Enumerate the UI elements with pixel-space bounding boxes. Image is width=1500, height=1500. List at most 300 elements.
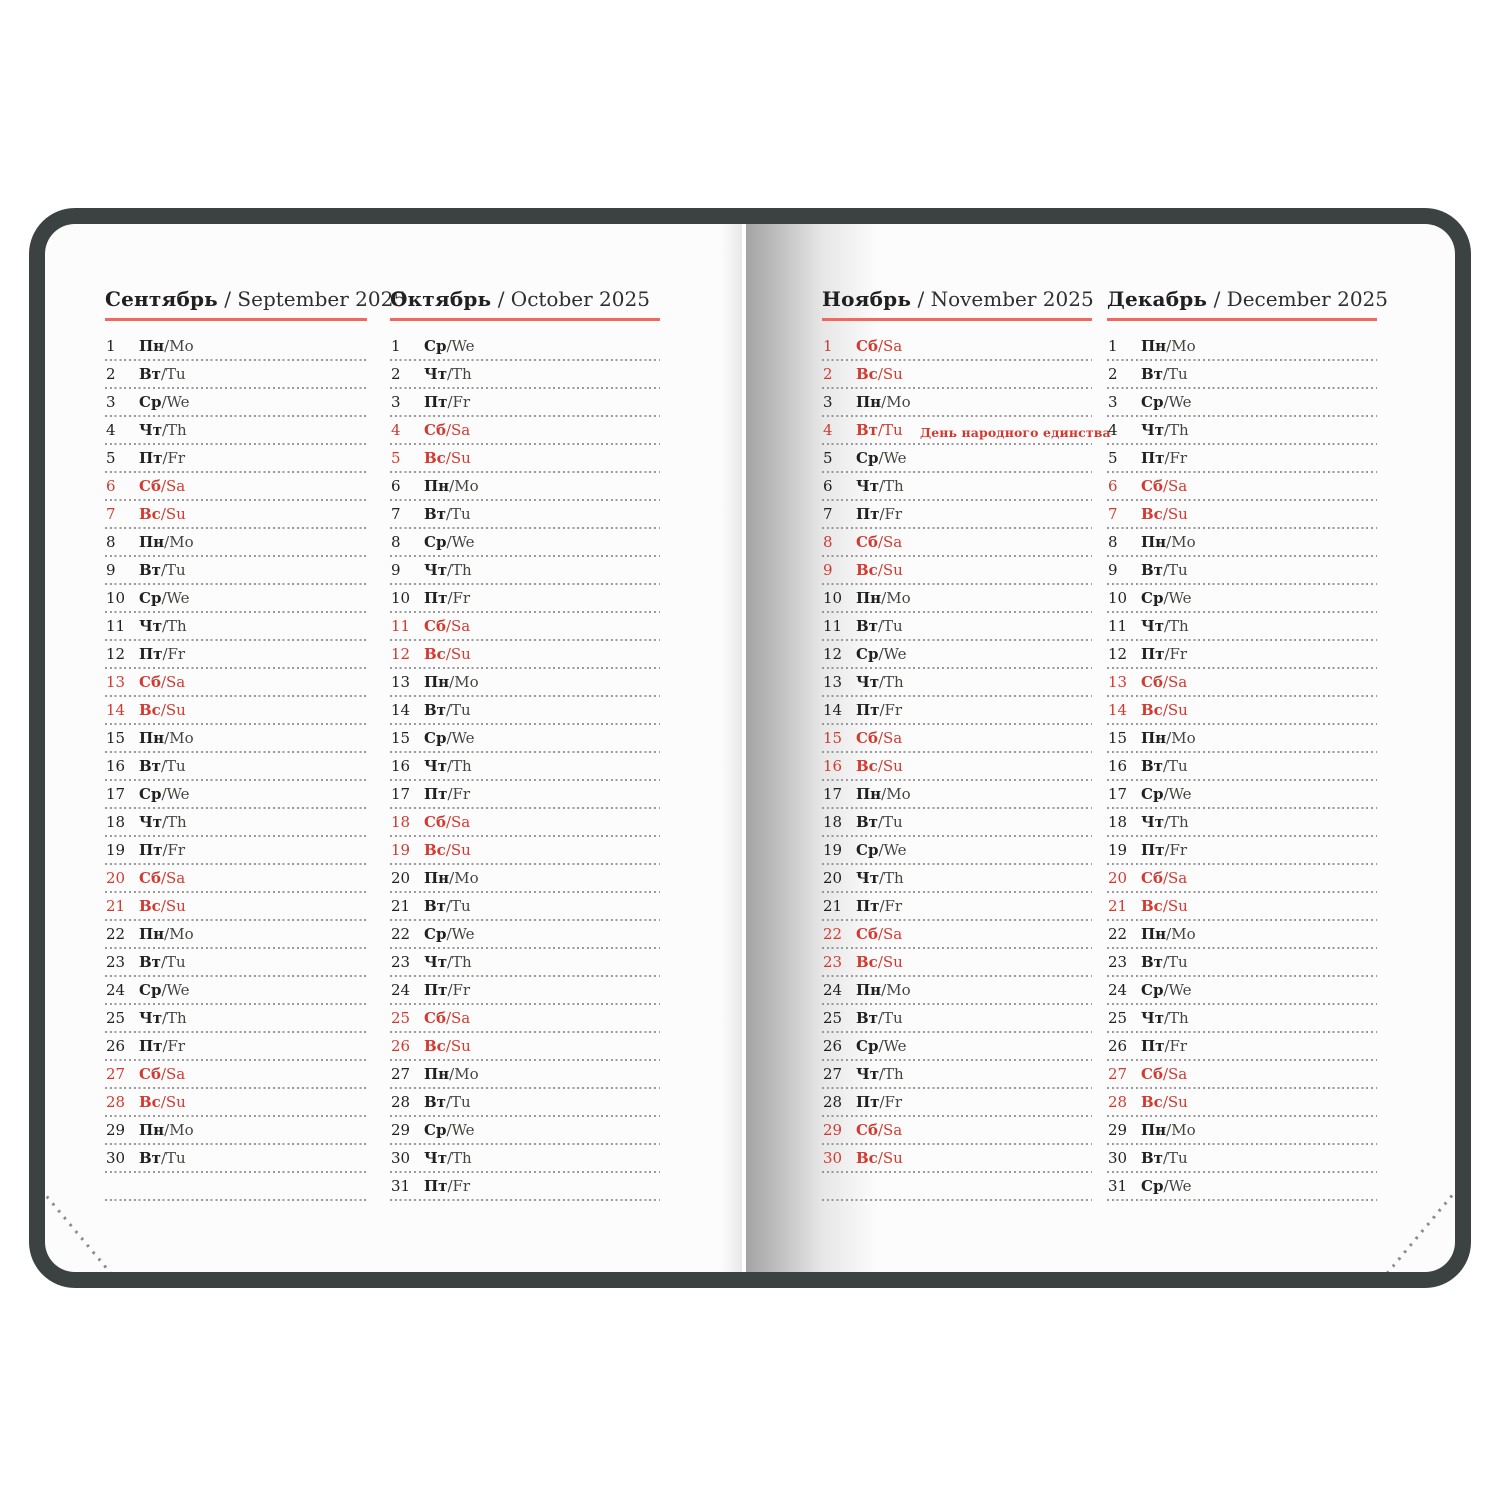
- day-row: [1107, 1033, 1377, 1061]
- day-name-ru: Пт: [1141, 449, 1165, 467]
- day-name: [424, 925, 475, 943]
- day-name: [856, 365, 903, 383]
- day-row: [390, 949, 660, 977]
- day-row: [1107, 473, 1377, 501]
- day-name: [1141, 953, 1188, 971]
- day-name-ru: Пн: [424, 869, 450, 887]
- day-row: [1107, 1145, 1377, 1173]
- day-name-ru: Чт: [856, 1065, 879, 1083]
- day-number: 19: [823, 841, 843, 859]
- day-name-ru: Вс: [424, 1037, 446, 1055]
- day-name-ru: Чт: [424, 561, 447, 579]
- day-name: [424, 1037, 471, 1055]
- day-number: 22: [391, 925, 411, 943]
- day-name-ru: Ср: [424, 925, 447, 943]
- day-name: [856, 561, 903, 579]
- day-name-ru: Пн: [856, 393, 882, 411]
- day-name: [424, 897, 471, 915]
- day-name: [424, 617, 470, 635]
- day-name-en: /Th: [447, 365, 472, 383]
- day-row: [105, 781, 367, 809]
- day-row: [105, 893, 367, 921]
- day-number: 6: [1108, 477, 1118, 495]
- day-row: [1107, 1089, 1377, 1117]
- day-name-ru: Сб: [1141, 673, 1163, 691]
- day-name-en: /Fr: [1164, 449, 1188, 467]
- day-name-ru: Сб: [856, 729, 878, 747]
- day-row: [822, 1061, 1092, 1089]
- day-name-en: /We: [1163, 589, 1192, 607]
- day-number: 24: [391, 981, 411, 999]
- day-name-ru: Пн: [424, 477, 450, 495]
- day-row: [105, 1005, 367, 1033]
- day-row: [822, 725, 1092, 753]
- day-row: [105, 613, 367, 641]
- day-row: [105, 417, 367, 445]
- day-name-ru: Чт: [1141, 813, 1164, 831]
- day-number: 5: [1108, 449, 1118, 467]
- day-name-ru: Пн: [424, 1065, 450, 1083]
- day-row: [105, 585, 367, 613]
- day-number: 29: [823, 1121, 843, 1139]
- day-number: 26: [391, 1037, 411, 1055]
- day-row: [105, 1061, 367, 1089]
- day-name-en: /Tu: [160, 757, 186, 775]
- day-name: [856, 925, 902, 943]
- day-row: [105, 697, 367, 725]
- day-rows: [822, 333, 1111, 1201]
- day-number: 28: [1108, 1093, 1128, 1111]
- day-number: 1: [823, 337, 833, 355]
- day-name-ru: Чт: [424, 365, 447, 383]
- day-name: [424, 1177, 470, 1195]
- day-number: 5: [106, 449, 116, 467]
- day-number: 19: [1108, 841, 1128, 859]
- corner-stitch-bottom-right: [1386, 1188, 1455, 1272]
- day-number: 17: [106, 785, 126, 803]
- day-name-ru: Сб: [139, 673, 161, 691]
- day-number: 1: [106, 337, 116, 355]
- day-name-ru: Ср: [1141, 1177, 1164, 1195]
- day-row: [105, 753, 367, 781]
- day-row: [1107, 1117, 1377, 1145]
- day-number: 16: [823, 757, 843, 775]
- day-row: [822, 613, 1092, 641]
- day-name-en: /Sa: [445, 1009, 471, 1027]
- day-name: [1141, 533, 1196, 551]
- day-row: [1107, 669, 1377, 697]
- day-name: [424, 1009, 470, 1027]
- day-name-ru: Ср: [139, 785, 162, 803]
- day-row: [1107, 389, 1377, 417]
- day-name: [139, 589, 190, 607]
- day-number: 18: [1108, 813, 1128, 831]
- month-title-separator: /: [217, 287, 238, 311]
- day-name-en: /Fr: [162, 1037, 186, 1055]
- day-number: 8: [106, 533, 116, 551]
- day-number: 20: [1108, 869, 1128, 887]
- day-row: [1107, 417, 1377, 445]
- day-name: [856, 1037, 907, 1055]
- day-name-ru: Пт: [856, 897, 880, 915]
- day-row: [1107, 753, 1377, 781]
- day-name: [1141, 869, 1187, 887]
- day-name-ru: Чт: [424, 953, 447, 971]
- day-name-en: /Th: [1164, 813, 1189, 831]
- day-row: [390, 557, 660, 585]
- day-name-en: /Su: [445, 449, 471, 467]
- day-name-ru: Пн: [139, 1121, 165, 1139]
- day-row: [390, 641, 660, 669]
- day-row: [390, 837, 660, 865]
- day-name-en: /Th: [162, 1009, 187, 1027]
- day-number: 1: [1108, 337, 1118, 355]
- day-name: [856, 645, 907, 663]
- day-name-ru: Сб: [1141, 1065, 1163, 1083]
- day-name-en: /Tu: [160, 953, 186, 971]
- day-name-ru: Вс: [856, 561, 878, 579]
- day-name-en: /Mo: [881, 589, 911, 607]
- day-number: 18: [391, 813, 411, 831]
- day-name: [856, 1009, 903, 1027]
- day-rows: [390, 333, 660, 1201]
- day-number: 8: [823, 533, 833, 551]
- day-name: [1141, 841, 1187, 859]
- day-name-en: /We: [1163, 393, 1192, 411]
- day-row: [390, 1005, 660, 1033]
- day-number: 14: [106, 701, 126, 719]
- day-name: [424, 477, 479, 495]
- day-name: [424, 785, 470, 803]
- day-name-ru: Пн: [139, 925, 165, 943]
- day-name-ru: Вс: [424, 645, 446, 663]
- day-name-en: /Tu: [1162, 1149, 1188, 1167]
- day-name: [424, 449, 471, 467]
- month-title-separator: /: [911, 287, 931, 311]
- day-row: [390, 389, 660, 417]
- day-name-ru: Вс: [424, 841, 446, 859]
- day-row: [1107, 529, 1377, 557]
- day-name-ru: Вт: [856, 1009, 878, 1027]
- day-name-en: /Sa: [877, 925, 903, 943]
- day-number: 20: [106, 869, 126, 887]
- day-name: [856, 533, 902, 551]
- day-name-ru: Сб: [139, 1065, 161, 1083]
- day-name-ru: Пт: [1141, 841, 1165, 859]
- day-row: [1107, 977, 1377, 1005]
- day-number: 28: [823, 1093, 843, 1111]
- day-number: 19: [106, 841, 126, 859]
- day-name-ru: Пн: [856, 981, 882, 999]
- day-name: [139, 421, 187, 439]
- day-row: [105, 501, 367, 529]
- day-name-en: /Sa: [445, 421, 471, 439]
- day-name-en: /Su: [160, 897, 186, 915]
- day-number: 31: [391, 1177, 411, 1195]
- day-name: [424, 337, 475, 355]
- day-row: [1107, 697, 1377, 725]
- day-name-ru: Вт: [424, 701, 446, 719]
- day-row: [390, 333, 660, 361]
- day-name-ru: Вт: [424, 1093, 446, 1111]
- day-name: [139, 757, 186, 775]
- day-number: 7: [106, 505, 116, 523]
- day-name: [424, 1093, 471, 1111]
- day-name-en: /Su: [445, 1037, 471, 1055]
- day-number: 6: [823, 477, 833, 495]
- day-name-ru: Ср: [139, 981, 162, 999]
- day-name-ru: Сб: [424, 617, 446, 635]
- day-name-en: /We: [878, 449, 907, 467]
- day-name-en: /Mo: [164, 925, 194, 943]
- day-name-en: /Sa: [1162, 673, 1188, 691]
- day-row: [390, 445, 660, 473]
- day-row: [822, 1033, 1092, 1061]
- day-name: [139, 729, 194, 747]
- day-name-en: /Fr: [162, 841, 186, 859]
- day-row: [1107, 1061, 1377, 1089]
- day-name: [856, 869, 904, 887]
- day-row: [1107, 893, 1377, 921]
- day-name-en: /We: [446, 729, 475, 747]
- day-name: [139, 617, 187, 635]
- day-name-en: /We: [446, 337, 475, 355]
- day-name-en: /Sa: [877, 337, 903, 355]
- day-name-ru: Пн: [1141, 533, 1167, 551]
- day-row: [822, 697, 1092, 725]
- day-row: [822, 921, 1092, 949]
- day-number: 2: [391, 365, 401, 383]
- day-number: 13: [1108, 673, 1128, 691]
- day-name: [139, 841, 185, 859]
- month-column-october: [390, 287, 660, 1201]
- day-row: [822, 529, 1092, 557]
- day-name-en: /We: [1163, 981, 1192, 999]
- day-number: 20: [823, 869, 843, 887]
- day-name-ru: Пт: [424, 785, 448, 803]
- blank-row: [822, 1173, 1092, 1201]
- day-number: 4: [1108, 421, 1118, 439]
- day-name-en: /Tu: [1162, 365, 1188, 383]
- day-name-ru: Пн: [139, 337, 165, 355]
- day-number: 27: [1108, 1065, 1128, 1083]
- day-name: [1141, 785, 1192, 803]
- day-name-en: /Th: [162, 421, 187, 439]
- day-name-en: /Sa: [160, 477, 186, 495]
- day-name-ru: Пт: [856, 701, 880, 719]
- day-name-en: /We: [446, 1121, 475, 1139]
- day-name-ru: Пт: [139, 1037, 163, 1055]
- day-name-ru: Чт: [856, 869, 879, 887]
- day-name-en: /Th: [162, 813, 187, 831]
- day-name: [1141, 1177, 1192, 1195]
- day-name: [139, 533, 194, 551]
- day-name-ru: Вт: [856, 421, 878, 439]
- day-name-ru: Сб: [139, 477, 161, 495]
- day-row: [105, 445, 367, 473]
- holiday-note: День народного единства: [920, 425, 1111, 440]
- day-row: [822, 781, 1092, 809]
- day-row: [390, 697, 660, 725]
- day-name-en: /Th: [879, 477, 904, 495]
- day-name-en: /Mo: [881, 785, 911, 803]
- day-name-ru: Сб: [1141, 869, 1163, 887]
- day-number: 22: [823, 925, 843, 943]
- day-number: 18: [823, 813, 843, 831]
- day-name-ru: Ср: [424, 533, 447, 551]
- day-name: [139, 449, 185, 467]
- day-number: 9: [1108, 561, 1118, 579]
- day-row: [822, 333, 1092, 361]
- month-title-separator: /: [1207, 287, 1227, 311]
- month-name-ru: Ноябрь: [822, 287, 912, 311]
- day-name: [139, 869, 185, 887]
- day-name: [1141, 1009, 1189, 1027]
- day-row: [390, 361, 660, 389]
- day-name-ru: Ср: [1141, 785, 1164, 803]
- day-number: 10: [1108, 589, 1128, 607]
- day-name-en: /Mo: [449, 1065, 479, 1083]
- day-number: 16: [106, 757, 126, 775]
- day-number: 2: [106, 365, 116, 383]
- day-name: [1141, 449, 1187, 467]
- day-row: [1107, 557, 1377, 585]
- day-row: [105, 949, 367, 977]
- day-name-ru: Чт: [139, 813, 162, 831]
- day-row: [1107, 1173, 1377, 1201]
- day-name-ru: Чт: [856, 477, 879, 495]
- day-number: 27: [823, 1065, 843, 1083]
- day-number: 26: [1108, 1037, 1128, 1055]
- day-name-en: /Sa: [877, 1121, 903, 1139]
- day-name-ru: Вт: [139, 757, 161, 775]
- day-name: [139, 673, 185, 691]
- day-row: [390, 1089, 660, 1117]
- day-number: 8: [1108, 533, 1118, 551]
- day-number: 22: [106, 925, 126, 943]
- month-name-en: September 2025: [237, 287, 407, 311]
- day-name: [424, 393, 470, 411]
- day-row: [105, 669, 367, 697]
- day-number: 6: [391, 477, 401, 495]
- day-row: [822, 473, 1092, 501]
- day-number: 4: [106, 421, 116, 439]
- day-name-en: /Sa: [877, 729, 903, 747]
- day-name-en: /We: [161, 393, 190, 411]
- day-number: 12: [106, 645, 126, 663]
- day-number: 9: [106, 561, 116, 579]
- day-number: 24: [106, 981, 126, 999]
- day-name: [424, 953, 472, 971]
- month-title-separator: /: [491, 287, 511, 311]
- day-name: [139, 561, 186, 579]
- day-name: [856, 1065, 904, 1083]
- day-name-ru: Вт: [424, 897, 446, 915]
- day-row: [105, 361, 367, 389]
- day-row: [105, 389, 367, 417]
- day-row: [105, 529, 367, 557]
- day-name: [424, 869, 479, 887]
- day-name-ru: Пт: [1141, 1037, 1165, 1055]
- day-name-en: /Tu: [877, 617, 903, 635]
- day-name-ru: Чт: [424, 1149, 447, 1167]
- day-number: 19: [391, 841, 411, 859]
- day-name: [1141, 421, 1189, 439]
- day-name-en: /Tu: [160, 561, 186, 579]
- day-number: 11: [823, 617, 843, 635]
- day-number: 30: [106, 1149, 126, 1167]
- day-name: [1141, 897, 1188, 915]
- day-row: [822, 977, 1092, 1005]
- day-name-en: /Sa: [1162, 869, 1188, 887]
- day-name-ru: Ср: [139, 393, 162, 411]
- day-number: 6: [106, 477, 116, 495]
- day-name-ru: Чт: [1141, 421, 1164, 439]
- day-number: 12: [1108, 645, 1128, 663]
- day-name-en: /Su: [877, 757, 903, 775]
- day-number: 7: [391, 505, 401, 523]
- day-number: 15: [106, 729, 126, 747]
- day-row: [1107, 781, 1377, 809]
- month-name-en: October 2025: [510, 287, 650, 311]
- day-name: [424, 757, 472, 775]
- day-name-en: /Su: [1162, 505, 1188, 523]
- day-name: [1141, 393, 1192, 411]
- day-number: 23: [823, 953, 843, 971]
- day-name: [1141, 925, 1196, 943]
- day-name-en: /Th: [447, 1149, 472, 1167]
- day-name-ru: Вс: [856, 757, 878, 775]
- day-name-en: /Su: [445, 645, 471, 663]
- day-name-en: /Th: [1164, 617, 1189, 635]
- day-name-en: /Su: [160, 701, 186, 719]
- day-number: 21: [106, 897, 126, 915]
- day-number: 29: [106, 1121, 126, 1139]
- day-row: [390, 473, 660, 501]
- day-row: [822, 641, 1092, 669]
- day-name-ru: Вс: [424, 449, 446, 467]
- day-name-en: /Tu: [445, 505, 471, 523]
- day-number: 17: [823, 785, 843, 803]
- day-name-ru: Пт: [424, 393, 448, 411]
- day-name-ru: Вт: [424, 505, 446, 523]
- day-name: [856, 813, 903, 831]
- day-name: [139, 701, 186, 719]
- day-row: [390, 753, 660, 781]
- day-number: 9: [823, 561, 833, 579]
- day-name-ru: Ср: [1141, 393, 1164, 411]
- day-name-en: /Mo: [449, 477, 479, 495]
- day-name: [424, 561, 472, 579]
- day-name-en: /Sa: [160, 869, 186, 887]
- day-name: [139, 505, 186, 523]
- day-number: 21: [823, 897, 843, 915]
- day-name-en: /Su: [1162, 897, 1188, 915]
- day-name-ru: Чт: [856, 673, 879, 691]
- day-name-ru: Пн: [1141, 1121, 1167, 1139]
- day-row: [390, 893, 660, 921]
- month-column-november: [822, 287, 1111, 1201]
- day-name: [139, 981, 190, 999]
- month-column-december: [1107, 287, 1388, 1201]
- day-row: [390, 1061, 660, 1089]
- day-name-ru: Вс: [856, 953, 878, 971]
- day-number: 28: [106, 1093, 126, 1111]
- day-number: 22: [1108, 925, 1128, 943]
- day-name-en: /Sa: [160, 673, 186, 691]
- day-name-ru: Ср: [1141, 981, 1164, 999]
- day-name-ru: Пн: [1141, 925, 1167, 943]
